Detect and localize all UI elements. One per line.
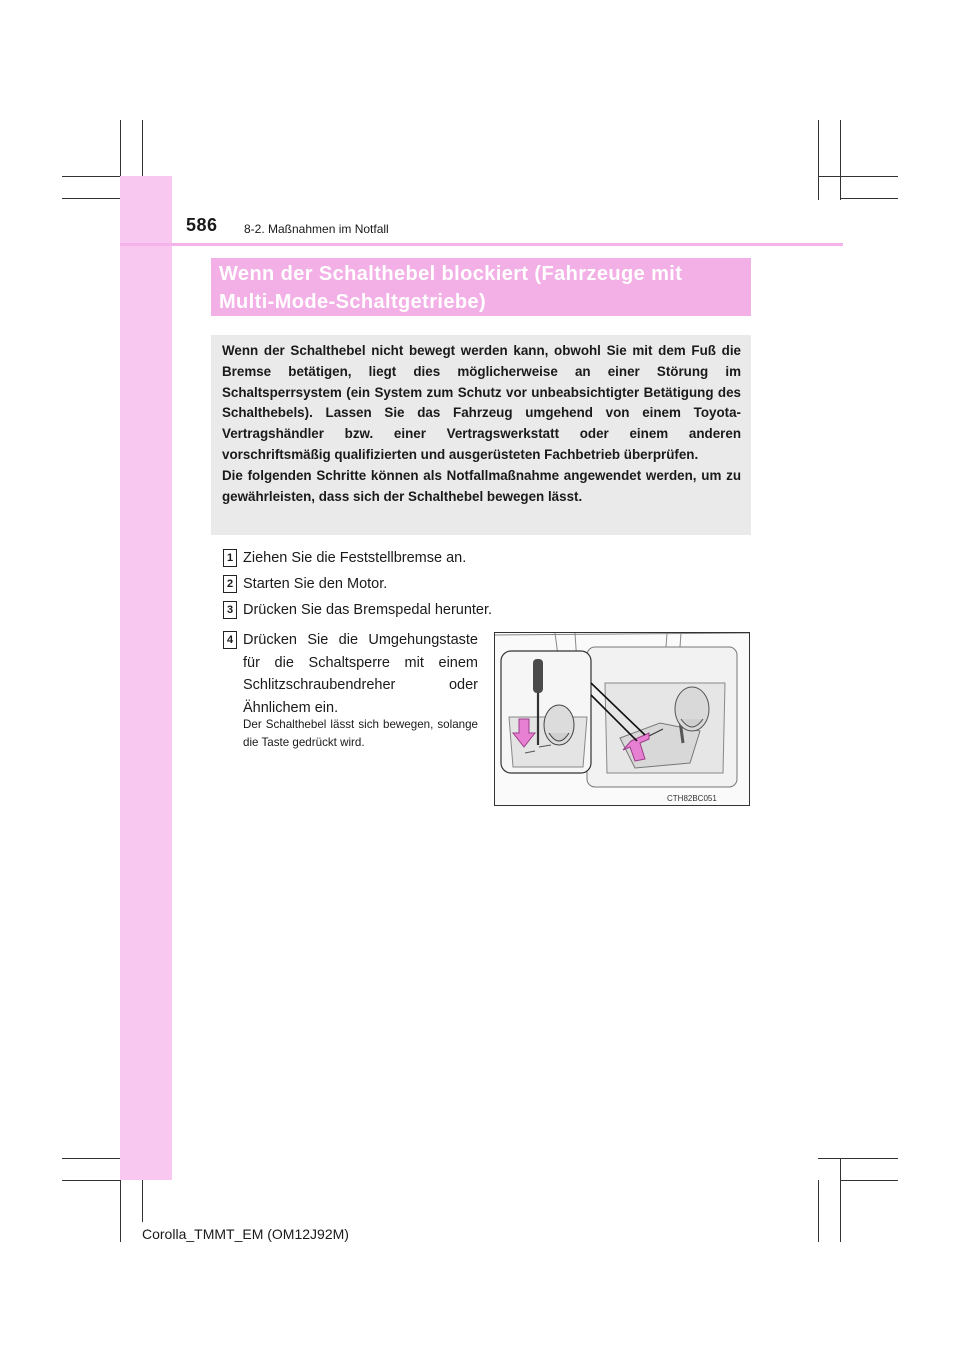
step-number-badge: 2 bbox=[223, 575, 237, 593]
header-rule bbox=[120, 243, 843, 246]
chapter-title: 8-2. Maßnahmen im Notfall bbox=[244, 222, 389, 236]
side-band bbox=[120, 176, 172, 1180]
step-text: Drücken Sie die Umgehungstaste für die Schaltsperre mit einem Schlitzschraubendreher oder Ähnlichem ein. bbox=[243, 632, 478, 716]
crop-mark bbox=[840, 1180, 898, 1181]
crop-mark bbox=[840, 1158, 841, 1242]
crop-mark bbox=[818, 120, 819, 200]
step-text: Ziehen Sie die Feststellbremse an. bbox=[243, 550, 467, 566]
crop-mark bbox=[62, 198, 120, 199]
page-number: 586 bbox=[186, 215, 218, 235]
intro-paragraph: Wenn der Schalthebel nicht bewegt werden kann, obwohl Sie mit dem Fuß die Bremse betätigen, liegt dies möglicherweise an einer Störung im Schaltsperrsystem (ein System zum Schutz vor unbeabsichtigter Betätigung des Schalthebels). Lassen Sie das Fahrzeug umgehend von einem Toyota-Vertragshändler bzw. einer Vertragswerkstatt oder einem anderen vorschriftsmäßig qualifizierten und ausgerüsteten Fachbetrieb überprüfen. bbox=[222, 343, 741, 462]
step-number-badge: 3 bbox=[223, 601, 237, 619]
crop-mark bbox=[840, 198, 898, 199]
step-text: Starten Sie den Motor. bbox=[243, 576, 388, 592]
step-text: Drücken Sie das Bremspedal herunter. bbox=[243, 602, 493, 618]
illustration-drawing bbox=[495, 633, 749, 805]
shift-lock-override-illustration bbox=[494, 632, 750, 806]
crop-mark bbox=[818, 176, 898, 177]
footer-document-id: Corolla_TMMT_EM (OM12J92M) bbox=[142, 1226, 349, 1242]
section-title-line2: Multi-Mode-Schaltgetriebe) bbox=[219, 291, 487, 313]
section-title bbox=[211, 258, 751, 316]
crop-mark bbox=[62, 1180, 120, 1181]
figure-code: CTH82BC051 bbox=[667, 794, 717, 803]
crop-mark bbox=[840, 120, 841, 200]
intro-paragraph: Die folgenden Schritte können als Notfallmaßnahme angewendet werden, um zu gewährleisten, dass sich der Schalthebel bewegen lässt. bbox=[222, 467, 741, 504]
step-number-badge: 1 bbox=[223, 549, 237, 567]
intro-box bbox=[211, 335, 751, 535]
crop-mark bbox=[818, 1180, 819, 1242]
step-note: Der Schalthebel lässt sich bewegen, solange die Taste gedrückt wird. bbox=[243, 718, 478, 749]
step-number-badge: 4 bbox=[223, 631, 237, 649]
crop-mark bbox=[120, 1180, 121, 1242]
section-title-line1: Wenn der Schalthebel blockiert (Fahrzeuge mit bbox=[219, 263, 683, 285]
crop-mark bbox=[818, 1158, 898, 1159]
